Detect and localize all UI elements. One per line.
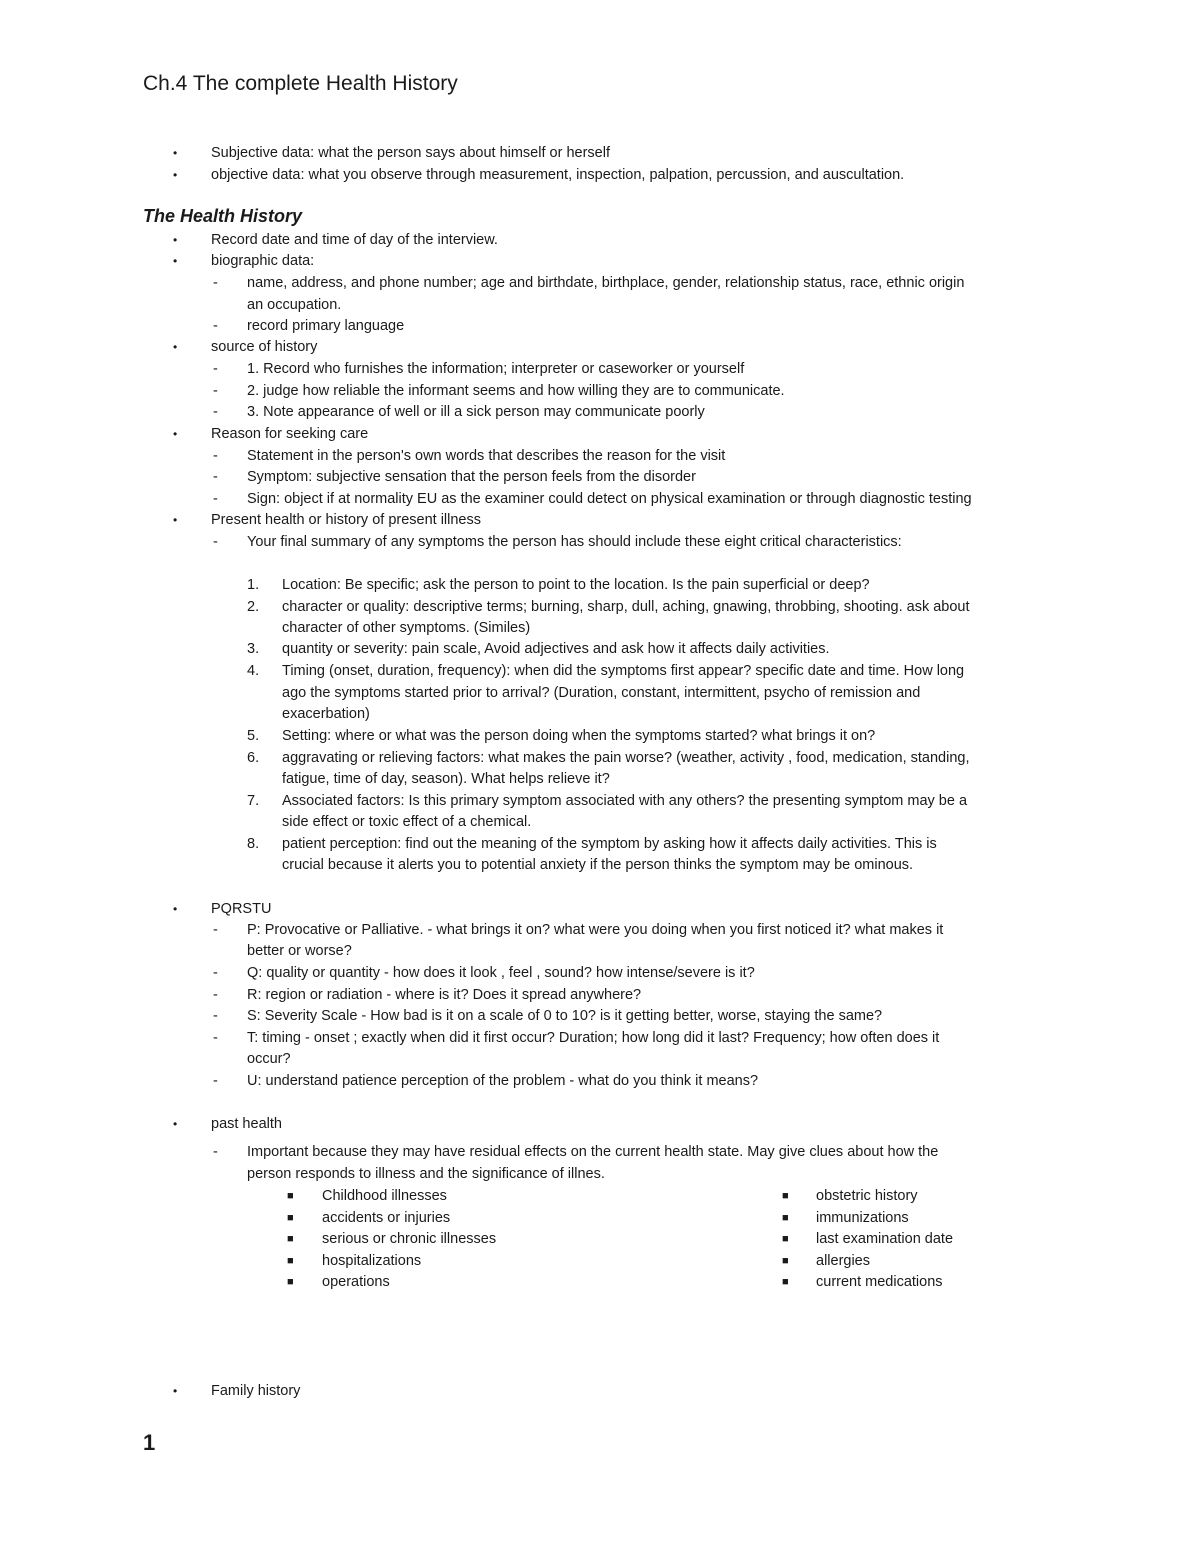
pqrstu-s: S: Severity Scale - How bad is it on a scale of 0 to 10? is it getting better, worse, staying the same? <box>247 1008 883 1024</box>
pqrstu-t-cont: occur? <box>247 1051 291 1067</box>
characteristic-location: Location: Be specific; ask the person to point to the location. Is the pain superficial or deep? <box>282 577 870 593</box>
characteristic-associated-cont: side effect or toxic effect of a chemical. <box>282 814 532 830</box>
source-sub-2: 2. judge how reliable the informant seems and how willing they are to communicate. <box>247 383 785 399</box>
square-bullet-icon: ■ <box>782 1233 789 1245</box>
square-bullet-icon: ■ <box>287 1233 294 1245</box>
pqrstu-p-cont: better or worse? <box>247 943 352 959</box>
bullet-icon: • <box>173 427 178 441</box>
characteristic-aggravating-cont: fatigue, time of day, season). What helps relieve it? <box>282 771 610 787</box>
reason-item: Reason for seeking care <box>211 426 369 442</box>
characteristic-character: character or quality: descriptive terms; burning, sharp, dull, aching, gnawing, throbbing, shooting. ask about <box>282 599 970 615</box>
present-sub-1: Your final summary of any symptoms the person has should include these eight critical characteristics: <box>247 534 902 550</box>
list-number: 6. <box>247 750 260 766</box>
pqrstu-t: T: timing - onset ; exactly when did it first occur? Duration; how long did it last? Frequency; how often does it <box>247 1030 940 1046</box>
dash-icon: - <box>213 1008 218 1024</box>
characteristic-character-cont: character of other symptoms. (Similes) <box>282 620 531 636</box>
past-item-right: obstetric history <box>816 1188 918 1204</box>
family-history-item: Family history <box>211 1383 301 1399</box>
pqrstu-u: U: understand patience perception of the problem - what do you think it means? <box>247 1073 759 1089</box>
list-number: 1. <box>247 577 260 593</box>
bullet-icon: • <box>173 340 178 354</box>
dash-icon: - <box>213 1030 218 1046</box>
bullet-icon: • <box>173 513 178 527</box>
dash-icon: - <box>213 361 218 377</box>
square-bullet-icon: ■ <box>782 1190 789 1202</box>
square-bullet-icon: ■ <box>287 1190 294 1202</box>
bio-sub-1: name, address, and phone number; age and birthdate, birthplace, gender, relationship status, race, ethnic origin <box>247 275 965 291</box>
reason-sub-2: Symptom: subjective sensation that the person feels from the disorder <box>247 469 696 485</box>
dash-icon: - <box>213 318 218 334</box>
source-sub-1: 1. Record who furnishes the information; interpreter or caseworker or yourself <box>247 361 745 377</box>
bullet-icon: • <box>173 1384 178 1398</box>
list-number: 8. <box>247 836 260 852</box>
bio-sub-1-cont: an occupation. <box>247 297 342 313</box>
bullet-icon: • <box>173 1117 178 1131</box>
past-health-sub-cont: person responds to illness and the significance of illnes. <box>247 1166 605 1182</box>
past-item-left: Childhood illnesses <box>322 1188 447 1204</box>
square-bullet-icon: ■ <box>782 1255 789 1267</box>
square-bullet-icon: ■ <box>287 1212 294 1224</box>
list-number: 3. <box>247 641 260 657</box>
bullet-icon: • <box>173 168 178 182</box>
dash-icon: - <box>213 1073 218 1089</box>
characteristic-setting: Setting: where or what was the person doing when the symptoms started? what brings it on? <box>282 728 876 744</box>
past-item-right: last examination date <box>816 1231 954 1247</box>
characteristic-timing-cont: exacerbation) <box>282 706 370 722</box>
bullet-icon: • <box>173 146 178 160</box>
past-health-sub: Important because they may have residual effects on the current health state. May give clues about how the <box>247 1144 939 1160</box>
reason-sub-1: Statement in the person's own words that describes the reason for the visit <box>247 448 726 464</box>
dash-icon: - <box>213 383 218 399</box>
present-item: Present health or history of present illness <box>211 512 481 528</box>
intro-objective: objective data: what you observe through measurement, inspection, palpation, percussion, and auscultation. <box>211 167 905 183</box>
dash-icon: - <box>213 1144 218 1160</box>
biographic-item: biographic data: <box>211 253 315 269</box>
reason-sub-3: Sign: object if at normality EU as the examiner could detect on physical examination or through diagnostic testing <box>247 491 972 507</box>
list-number: 5. <box>247 728 260 744</box>
characteristic-perception-cont: crucial because it alerts you to potential anxiety if the person thinks the symptom may be ominous. <box>282 857 914 873</box>
square-bullet-icon: ■ <box>287 1255 294 1267</box>
record-date-item: Record date and time of day of the interview. <box>211 232 498 248</box>
dash-icon: - <box>213 275 218 291</box>
past-item-right: immunizations <box>816 1210 909 1226</box>
bullet-icon: • <box>173 902 178 916</box>
past-item-left: operations <box>322 1274 390 1290</box>
characteristic-quantity: quantity or severity: pain scale, Avoid adjectives and ask how it affects daily activities. <box>282 641 830 657</box>
past-item-left: serious or chronic illnesses <box>322 1231 497 1247</box>
page-number: 1 <box>143 1430 156 1455</box>
square-bullet-icon: ■ <box>782 1212 789 1224</box>
dash-icon: - <box>213 491 218 507</box>
dash-icon: - <box>213 987 218 1003</box>
pqrstu-r: R: region or radiation - where is it? Does it spread anywhere? <box>247 987 642 1003</box>
dash-icon: - <box>213 922 218 938</box>
pqrstu-q: Q: quality or quantity - how does it look , feel , sound? how intense/severe is it? <box>247 965 755 981</box>
square-bullet-icon: ■ <box>287 1276 294 1288</box>
past-item-left: hospitalizations <box>322 1253 422 1269</box>
dash-icon: - <box>213 448 218 464</box>
intro-subjective: Subjective data: what the person says about himself or herself <box>211 145 610 161</box>
characteristic-timing: Timing (onset, duration, frequency): when did the symptoms first appear? specific date and time. How long <box>282 663 965 679</box>
past-health-item: past health <box>211 1116 282 1132</box>
list-number: 2. <box>247 599 260 615</box>
dash-icon: - <box>213 404 218 420</box>
square-bullet-icon: ■ <box>782 1276 789 1288</box>
characteristic-aggravating: aggravating or relieving factors: what makes the pain worse? (weather, activity , food, medication, standing, <box>282 750 970 766</box>
dash-icon: - <box>213 534 218 550</box>
source-sub-3: 3. Note appearance of well or ill a sick person may communicate poorly <box>247 404 705 420</box>
dash-icon: - <box>213 965 218 981</box>
bio-sub-2: record primary language <box>247 318 405 334</box>
bullet-icon: • <box>173 233 178 247</box>
list-number: 4. <box>247 663 260 679</box>
past-item-right: current medications <box>816 1274 943 1290</box>
bullet-icon: • <box>173 254 178 268</box>
dash-icon: - <box>213 469 218 485</box>
pqrstu-item: PQRSTU <box>211 901 272 917</box>
pqrstu-p: P: Provocative or Palliative. - what brings it on? what were you doing when you first noticed it? what makes it <box>247 922 944 938</box>
characteristic-perception: patient perception: find out the meaning of the symptom by asking how it affects daily activities. This is <box>282 836 937 852</box>
past-item-left: accidents or injuries <box>322 1210 451 1226</box>
past-item-right: allergies <box>816 1253 870 1269</box>
characteristic-timing-cont: ago the symptoms started prior to arrival? (Duration, constant, intermittent, psycho of remission and <box>282 685 921 701</box>
page-title: Ch.4 The complete Health History <box>143 72 458 95</box>
section-heading: The Health History <box>143 206 303 226</box>
list-number: 7. <box>247 793 260 809</box>
source-item: source of history <box>211 339 318 355</box>
characteristic-associated: Associated factors: Is this primary symptom associated with any others? the presenting symptom may be a <box>282 793 968 809</box>
